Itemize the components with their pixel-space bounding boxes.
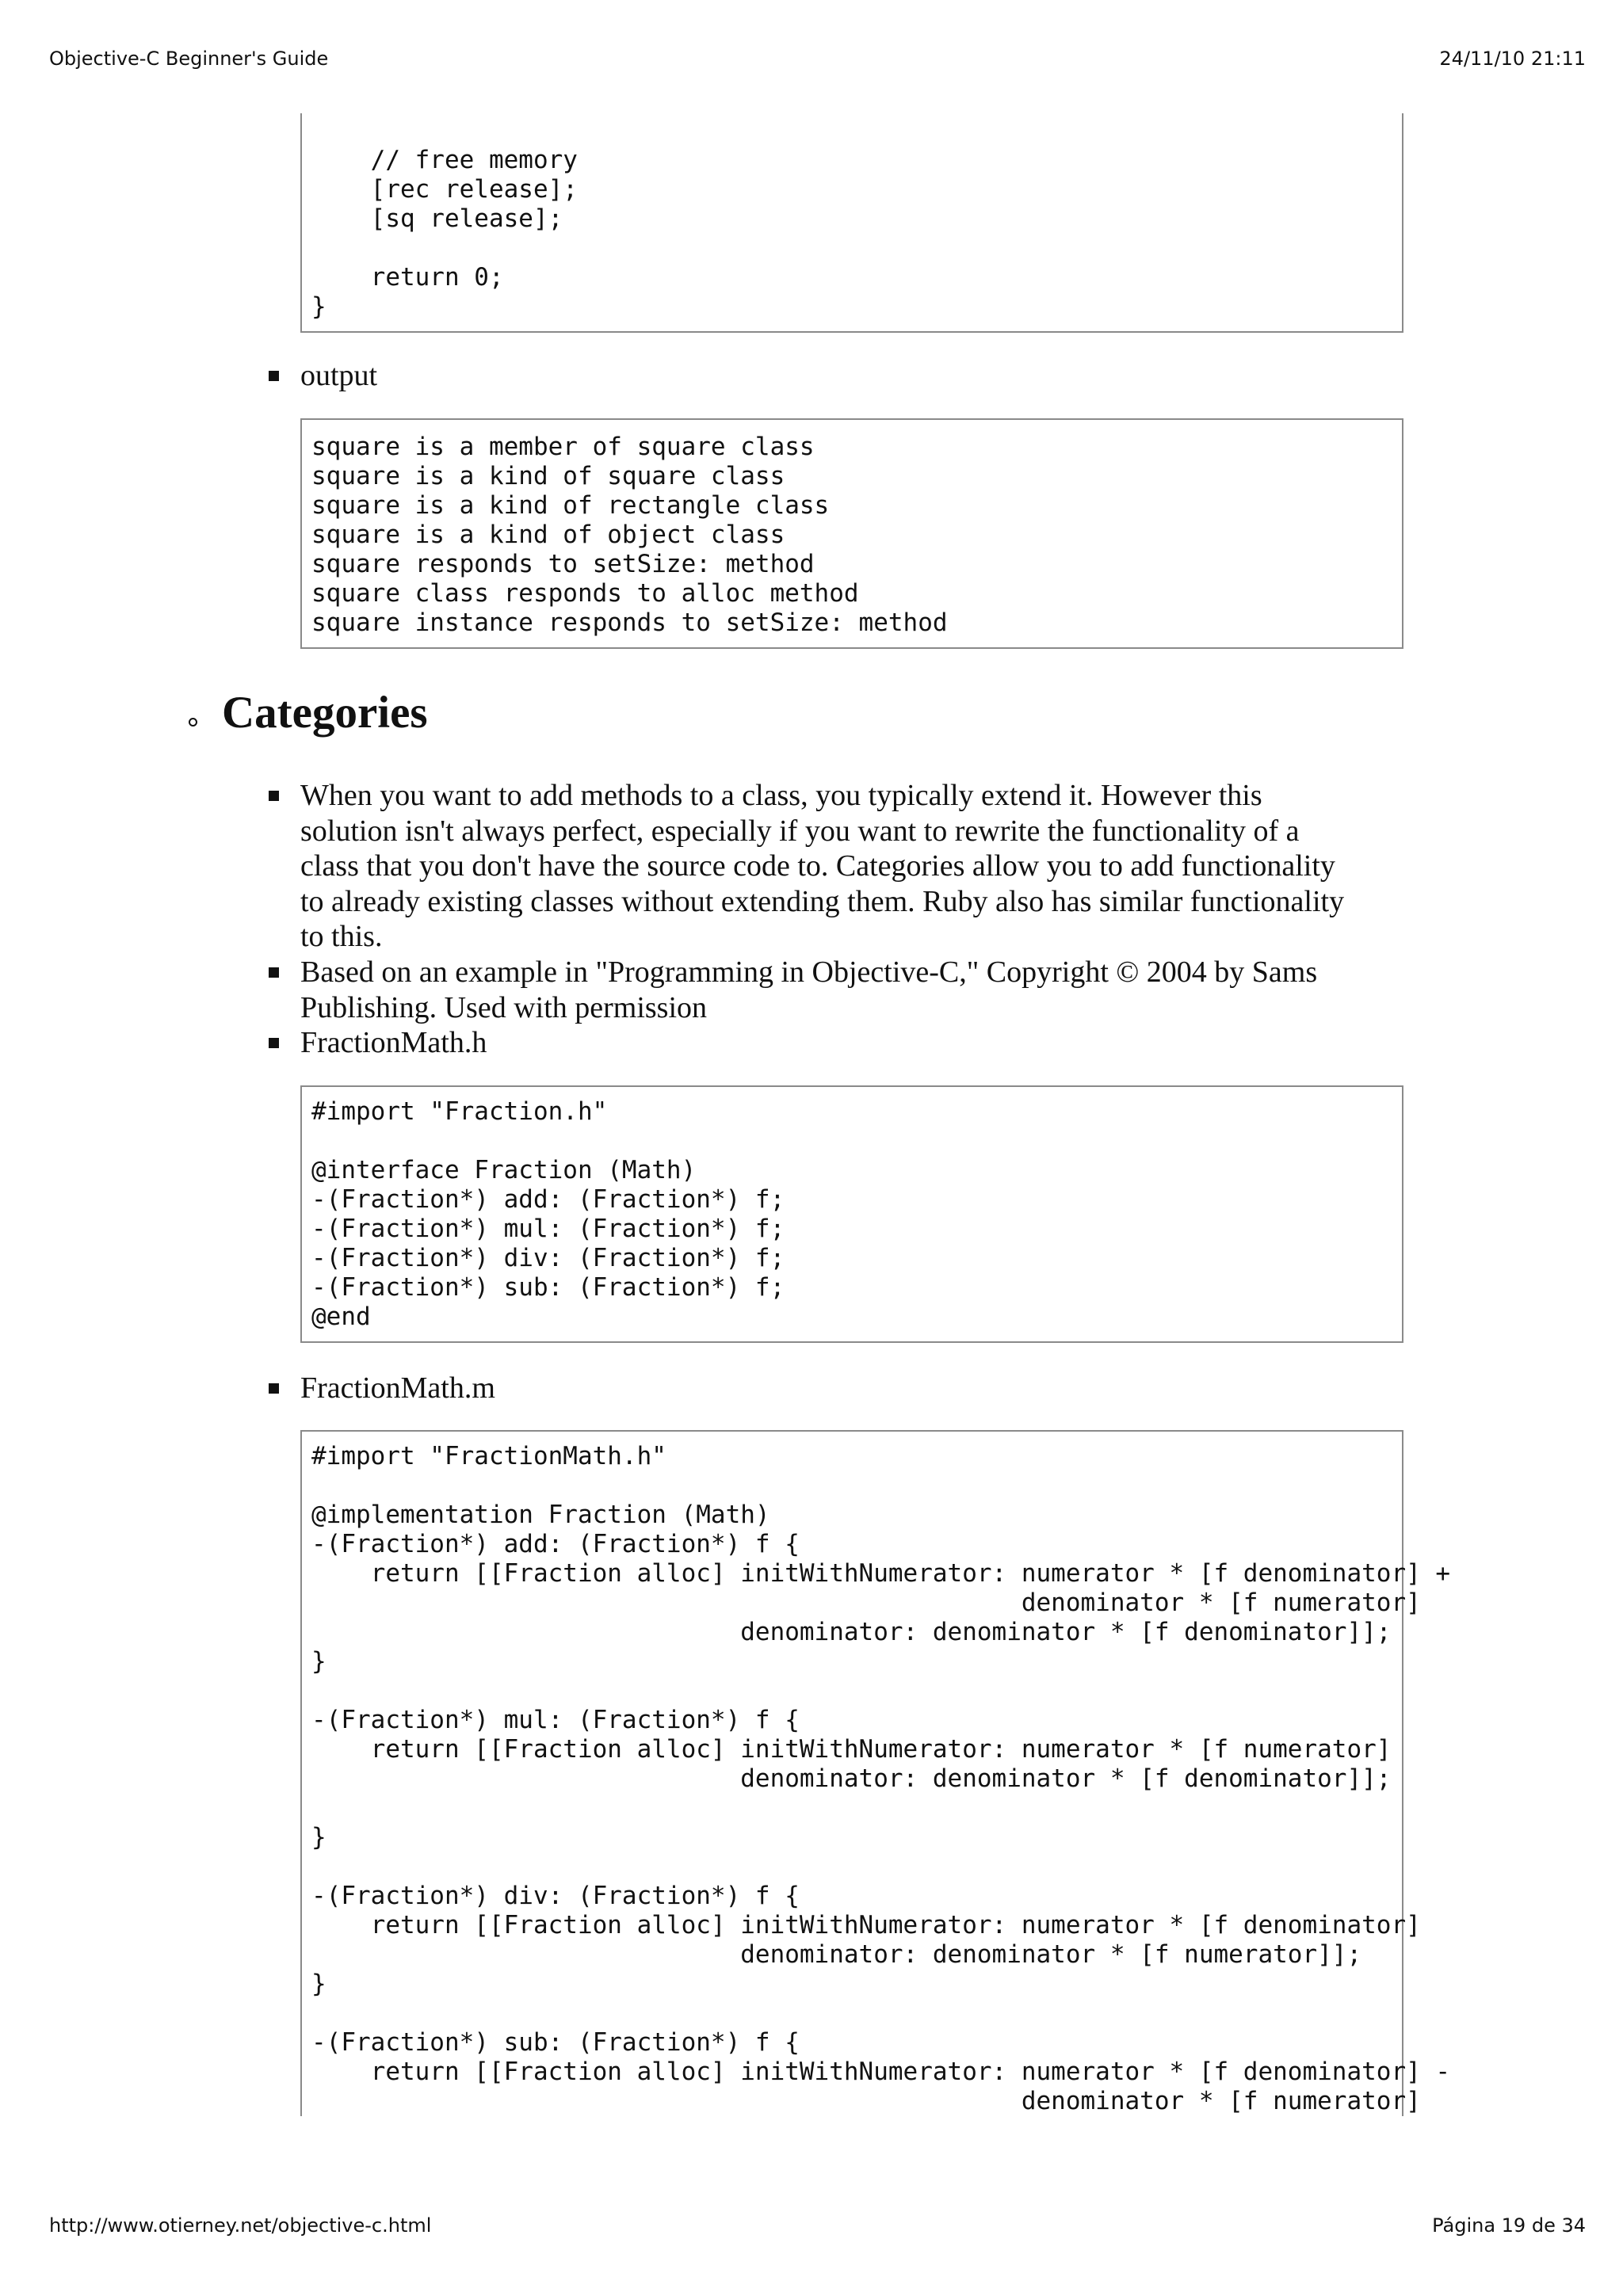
bullet-copyright [300, 955, 1317, 1025]
section-heading: Categories [222, 688, 428, 738]
text-line: to already existing classes without extending them. Ruby also has similar functionality [300, 884, 1345, 918]
heading-bullet-marker [189, 718, 197, 727]
document-title: Objective-C Beginner's Guide [49, 48, 329, 70]
bullet-categories-intro [300, 778, 1344, 955]
text-line: solution isn't always perfect, especially if you want to rewrite the functionality of a [300, 814, 1300, 848]
bullet-marker [269, 1038, 279, 1048]
text-line: Based on an example in "Programming in Objective-C," Copyright © 2004 by Sams [300, 955, 1318, 989]
text-line: When you want to add methods to a class, you typically extend it. However this [300, 779, 1262, 812]
code-top: // free memory [rec release]; [sq release]; return 0; } [311, 146, 578, 321]
bullet-marker [269, 791, 279, 801]
bullet-fractionmath-h: FractionMath.h [300, 1026, 487, 1059]
code-output: square is a member of square class square is a kind of square class square is a kind of rectangle class square is a kind of object class square responds to setSize: method square class responds to alloc method square instance responds to setSize: method [311, 433, 948, 637]
footer-url: http://www.otierney.net/objective-c.html [49, 2214, 432, 2237]
bullet-marker [269, 1383, 279, 1394]
bullet-marker [269, 967, 279, 978]
text-line: Publishing. Used with permission [300, 990, 708, 1024]
print-datetime: 24/11/10 21:11 [1439, 48, 1586, 70]
code-fractionmath-m: #import "FractionMath.h" @implementation Fraction (Math) -(Fraction*) add: (Fraction*) f { return [[Fraction alloc] initWithNumerator: numerator * [f denominator] + denominator * [f numerator] denominator: denominator * [f denominator]]; } -(Fraction*) mul: (Fraction*) f { return [[Fraction alloc] initWithNumerator: numerator * [f numerator] denominator: denominator * [f denominator]]; } -(Fraction*) div: (Fraction*) f { return [[Fraction alloc] initWithNumerator: numerator * [f denominator] denominator: denominator * [f numerator]]; } -(Fraction*) sub: (Fraction*) f { return [[Fraction alloc] initWithNumerator: numerator * [f denominator] - denominator * [f numerator] [311, 1442, 1451, 2115]
bullet-marker [269, 371, 279, 381]
footer-page-number: Página 19 de 34 [1432, 2214, 1586, 2237]
code-fractionmath-h: #import "Fraction.h" @interface Fraction (Math) -(Fraction*) add: (Fraction*) f; -(Fraction*) mul: (Fraction*) f; -(Fraction*) div: (Fraction*) f; -(Fraction*) sub: (Fraction*) f; @end [311, 1097, 785, 1331]
bullet-fractionmath-m: FractionMath.m [300, 1371, 495, 1405]
text-line: to this. [300, 920, 383, 953]
text-line: class that you don't have the source code to. Categories allow you to add functionality [300, 849, 1335, 883]
bullet-output: output [300, 359, 378, 392]
